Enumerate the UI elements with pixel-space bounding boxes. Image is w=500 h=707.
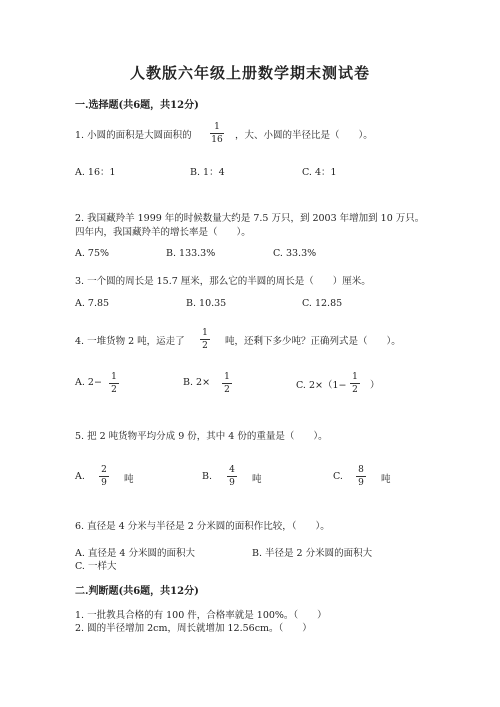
question-3-stem: 3. 一个圆的周长是 15.7 厘米，那么它的半圆的周长是（ ）厘米。 <box>75 276 371 287</box>
question-5-option-b-label: B. <box>202 471 213 482</box>
fraction-numerator: 1 <box>224 372 230 382</box>
question-6-option-a: A. 直径是 4 分米圆的面积大 <box>75 548 195 559</box>
fraction-numerator: 2 <box>101 465 107 475</box>
fraction-numerator: 1 <box>111 372 117 382</box>
fraction-denominator: 2 <box>202 341 208 351</box>
judgement-question-1: 1. 一批教具合格的有 100 件，合格率就是 100%。（ ） <box>75 610 327 621</box>
question-2-option-c: C. 33.3% <box>273 248 317 259</box>
question-4-fraction <box>200 327 210 352</box>
judgement-question-2: 2. 圆的半径增加 2cm，周长就增加 12.56cm。（ ） <box>75 623 312 634</box>
question-5-option-b-fraction <box>227 464 237 489</box>
question-4-option-a-prefix: A. 2− <box>75 377 102 388</box>
question-5-option-b-unit: 吨 <box>252 474 262 485</box>
section-heading-judgement: 二.判断题(共6题，共12分) <box>75 586 199 597</box>
fraction-numerator: 1 <box>214 122 220 132</box>
question-1-stem-start: 1. 小圆的面积是大圆面积的 <box>75 130 192 141</box>
question-4-option-c-suffix: ） <box>370 380 380 391</box>
question-1-fraction <box>210 121 224 146</box>
question-2-option-b: B. 133.3% <box>166 248 216 259</box>
question-6-option-c: C. 一样大 <box>75 561 117 572</box>
question-1-option-b: B. 1：4 <box>190 167 225 178</box>
question-1-stem-end: ，大、小圆的半径比是（ ）。 <box>235 130 373 141</box>
question-3-option-a: A. 7.85 <box>75 298 110 309</box>
question-1-option-a: A. 16：1 <box>75 167 116 178</box>
fraction-numerator: 4 <box>229 465 235 475</box>
question-5-option-a-fraction <box>99 464 109 489</box>
page-title: 人教版六年级上册数学期末测试卷 <box>129 64 370 82</box>
fraction-denominator: 9 <box>229 478 235 488</box>
question-5-stem: 5. 把 2 吨货物平均分成 9 份，其中 4 份的重量是（ ）。 <box>75 431 328 442</box>
question-6-stem: 6. 直径是 4 分米与半径是 2 分米圆的面积作比较，（ ）。 <box>75 521 330 532</box>
question-5-option-c-unit: 吨 <box>381 474 391 485</box>
question-4-stem-end: 吨，还剩下多少吨？正确列式是（ ）。 <box>225 336 401 347</box>
question-5-option-c-fraction <box>356 464 366 489</box>
question-4-stem-start: 4. 一堆货物 2 吨，运走了 <box>75 336 185 347</box>
fraction-denominator: 2 <box>352 385 358 395</box>
fraction-numerator: 8 <box>358 465 364 475</box>
fraction-denominator: 9 <box>358 478 364 488</box>
question-2-line-2: 四年内，我国藏羚羊的增长率是（ ）。 <box>75 227 251 238</box>
question-3-option-c: C. 12.85 <box>302 298 343 309</box>
fraction-numerator: 1 <box>202 328 208 338</box>
question-5-option-c-label: C. <box>333 471 343 482</box>
question-1-option-c: C. 4：1 <box>302 167 337 178</box>
question-5-option-a-label: A. <box>75 471 85 482</box>
question-4-option-c-prefix: C. 2×（1− <box>296 380 347 391</box>
question-3-option-b: B. 10.35 <box>186 298 227 309</box>
question-4-option-b-prefix: B. 2× <box>183 377 211 388</box>
fraction-numerator: 1 <box>352 372 358 382</box>
question-2-option-a: A. 75% <box>75 248 110 259</box>
question-4-option-b-fraction <box>222 371 232 396</box>
section-heading-choice: 一.选择题(共6题，共12分) <box>75 100 199 111</box>
fraction-denominator: 2 <box>224 385 230 395</box>
question-2-line-1: 2. 我国藏羚羊 1999 年的时候数量大约是 7.5 万只，到 2003 年增加到 10 万只。 <box>75 213 425 224</box>
question-5-option-a-unit: 吨 <box>124 474 134 485</box>
fraction-denominator: 9 <box>101 478 107 488</box>
fraction-denominator: 2 <box>111 385 117 395</box>
question-6-option-b: B. 半径是 2 分米圆的面积大 <box>252 548 373 559</box>
question-4-option-c-fraction <box>350 371 360 396</box>
fraction-denominator: 16 <box>211 135 223 145</box>
question-4-option-a-fraction <box>109 371 119 396</box>
